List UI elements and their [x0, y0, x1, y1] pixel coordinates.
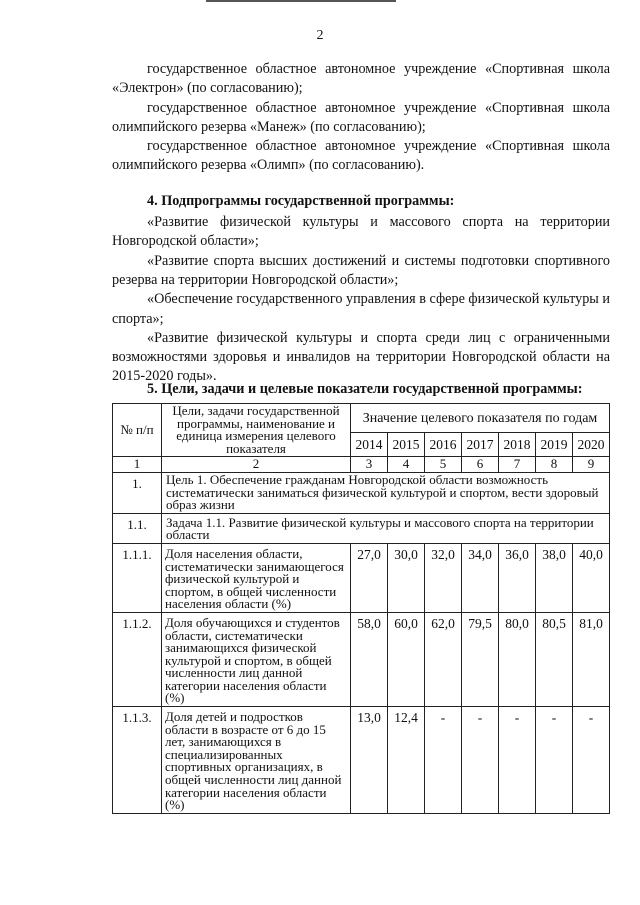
header-number: № п/п	[113, 404, 162, 457]
paragraph-3: государственное областное автономное учреждение «Спортивная школа олимпийского резерва «Олимп» (по согласованию).	[112, 138, 610, 174]
header-values: Значение целевого показателя по годам	[351, 404, 610, 433]
table-row	[113, 543, 610, 612]
header-year: 2018	[499, 433, 536, 457]
section-5-title: 5. Цели, задачи и целевые показатели государственной программы:	[147, 381, 583, 397]
row-number: 1.1.1.	[113, 543, 162, 612]
column-number: 1	[113, 457, 162, 473]
row-description: Доля детей и подростков области в возрасте от 6 до 15 лет, занимающихся в специализированных спортивных организациях, в общей численности лиц данной категории населения области (%)	[162, 707, 351, 814]
column-number: 7	[499, 457, 536, 473]
column-number: 5	[425, 457, 462, 473]
header-year: 2015	[388, 433, 425, 457]
row-value: 30,0	[388, 543, 425, 612]
row-value: -	[462, 707, 499, 814]
task-number: 1.1.	[113, 513, 162, 543]
subprogram-2: «Развитие спорта высших достижений и системы подготовки спортивного резерва на территории Новгородской области»;	[112, 252, 610, 288]
goal-row	[113, 472, 610, 513]
paragraph-1: государственное областное автономное учреждение «Спортивная школа «Электрон» (по согласованию);	[112, 61, 610, 97]
row-value: -	[499, 707, 536, 814]
header-year: 2017	[462, 433, 499, 457]
column-number: 6	[462, 457, 499, 473]
column-number: 3	[351, 457, 388, 473]
row-value: 58,0	[351, 612, 388, 706]
row-value: 32,0	[425, 543, 462, 612]
row-value: -	[536, 707, 573, 814]
row-description: Доля населения области, систематически занимающегося физической культурой и спортом, в общей численности населения области (%)	[162, 543, 351, 612]
goal-text: Цель 1. Обеспечение гражданам Новгородской области возможность систематически заниматься физической культурой и спортом, вести здоровый образ жизни	[162, 472, 610, 513]
column-number: 8	[536, 457, 573, 473]
page-number: 2	[316, 28, 324, 43]
row-value: 13,0	[351, 707, 388, 814]
document-body	[112, 60, 610, 387]
table-row	[113, 707, 610, 814]
row-value: 36,0	[499, 543, 536, 612]
row-value: -	[573, 707, 610, 814]
row-value: 81,0	[573, 612, 610, 706]
targets-table	[112, 403, 610, 814]
subprogram-3: «Обеспечение государственного управления в сфере физической культуры и спорта»;	[112, 291, 610, 327]
row-value: 38,0	[536, 543, 573, 612]
subprogram-1: «Развитие физической культуры и массового спорта на территории Новгородской области»;	[112, 214, 610, 250]
task-text: Задача 1.1. Развитие физической культуры и массового спорта на территории области	[162, 513, 610, 543]
paragraph-2: государственное областное автономное учреждение «Спортивная школа олимпийского резерва «Манеж» (по согласованию);	[112, 99, 610, 135]
row-value: 40,0	[573, 543, 610, 612]
table-row	[113, 612, 610, 706]
goal-number: 1.	[113, 472, 162, 513]
row-value: 80,5	[536, 612, 573, 706]
top-rule	[206, 0, 396, 2]
row-value: 34,0	[462, 543, 499, 612]
row-value: 27,0	[351, 543, 388, 612]
header-year: 2020	[573, 433, 610, 457]
row-number: 1.1.3.	[113, 707, 162, 814]
header-year: 2014	[351, 433, 388, 457]
subprogram-4: «Развитие физической культуры и спорта среди лиц с ограниченными возможностями здоровья и инвалидов на территории Новгородской области на 2015-2020 годы».	[112, 329, 610, 385]
header-year: 2016	[425, 433, 462, 457]
row-value: -	[425, 707, 462, 814]
column-number: 2	[162, 457, 351, 473]
row-value: 79,5	[462, 612, 499, 706]
column-number: 4	[388, 457, 425, 473]
row-value: 12,4	[388, 707, 425, 814]
column-number: 9	[573, 457, 610, 473]
row-value: 62,0	[425, 612, 462, 706]
row-description: Доля обучающихся и студентов области, систематически занимающихся физической культурой и спортом, в общей численности лиц данной категории населения области (%)	[162, 612, 351, 706]
row-number: 1.1.2.	[113, 612, 162, 706]
header-description: Цели, задачи государственной программы, наименование и единица измерения целевого показателя	[162, 404, 351, 457]
row-value: 80,0	[499, 612, 536, 706]
section-4-title: 4. Подпрограммы государственной программы:	[147, 192, 455, 209]
header-year: 2019	[536, 433, 573, 457]
row-value: 60,0	[388, 612, 425, 706]
task-row	[113, 513, 610, 543]
